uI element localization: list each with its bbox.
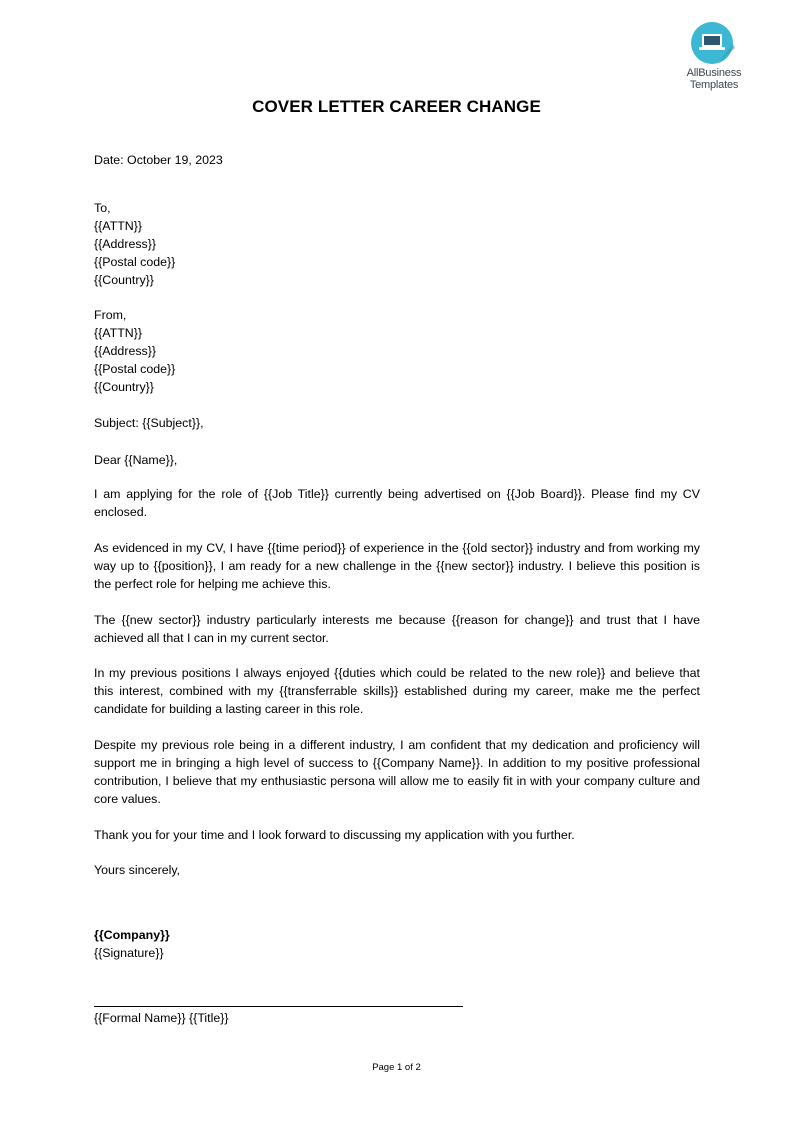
date-line: Date: October 19, 2023 (94, 153, 223, 167)
to-country: {{Country}} (94, 273, 154, 287)
company-name: {{Company}} (94, 928, 170, 942)
body-paragraph: Thank you for your time and I look forward to discussing my application with you further. (94, 828, 575, 842)
logo-text-line2: Templates (689, 79, 739, 91)
page-number: Page 1 of 2 (372, 1062, 421, 1073)
brand-logo (680, 22, 748, 94)
from-country: {{Country}} (94, 380, 154, 394)
to-postal-code: {{Postal code}} (94, 255, 176, 269)
from-label: From, (94, 308, 127, 322)
logo-text (680, 67, 748, 91)
body-paragraph: As evidenced in my CV, I have {{time period}} of experience in the {{old sector}} industry and from working my way up to {{position}}, I am ready for a new challenge in the {{new sector}} industry. I believe this position is the perfect role for helping me achieve this. (94, 541, 700, 591)
from-address: {{Address}} (94, 344, 157, 358)
to-attn: {{ATTN}} (94, 219, 142, 233)
body-paragraph: In my previous positions I always enjoyed {{duties which could be related to the new role}} and believe that this interest, combined with my {{transferrable skills}} established during my career, make me the perfect candidate for building a lasting career in this role. (94, 666, 700, 716)
laptop-icon (689, 22, 739, 68)
body-paragraph: Despite my previous role being in a different industry, I am confident that my dedication and proficiency will support me in bringing a high level of success to {{Company Name}}. In addition to my positive professional contribution, I believe that my enthusiastic persona will allow me to easily fit in with your company culture and core values. (94, 738, 700, 806)
body-paragraph: I am applying for the role of {{Job Title}} currently being advertised on {{Job Board}}. Please find my CV enclosed. (94, 487, 700, 519)
to-label: To, (94, 201, 111, 215)
subject-line: Subject: {{Subject}}, (94, 416, 204, 430)
salutation: Dear {{Name}}, (94, 453, 178, 467)
body-paragraph: The {{new sector}} industry particularly interests me because {{reason for change}} and trust that I have achieved all that I can in my current sector. (94, 613, 700, 645)
from-postal-code: {{Postal code}} (94, 362, 176, 376)
from-attn: {{ATTN}} (94, 326, 142, 340)
logo-text-line1: AllBusiness (686, 67, 742, 79)
signature-line (94, 1006, 463, 1007)
formal-name: {{Formal Name}} {{Title}} (94, 1011, 229, 1025)
signature-placeholder: {{Signature}} (94, 946, 164, 960)
page-title: COVER LETTER CAREER CHANGE (252, 97, 541, 116)
to-address: {{Address}} (94, 237, 157, 251)
closing: Yours sincerely, (94, 863, 181, 877)
